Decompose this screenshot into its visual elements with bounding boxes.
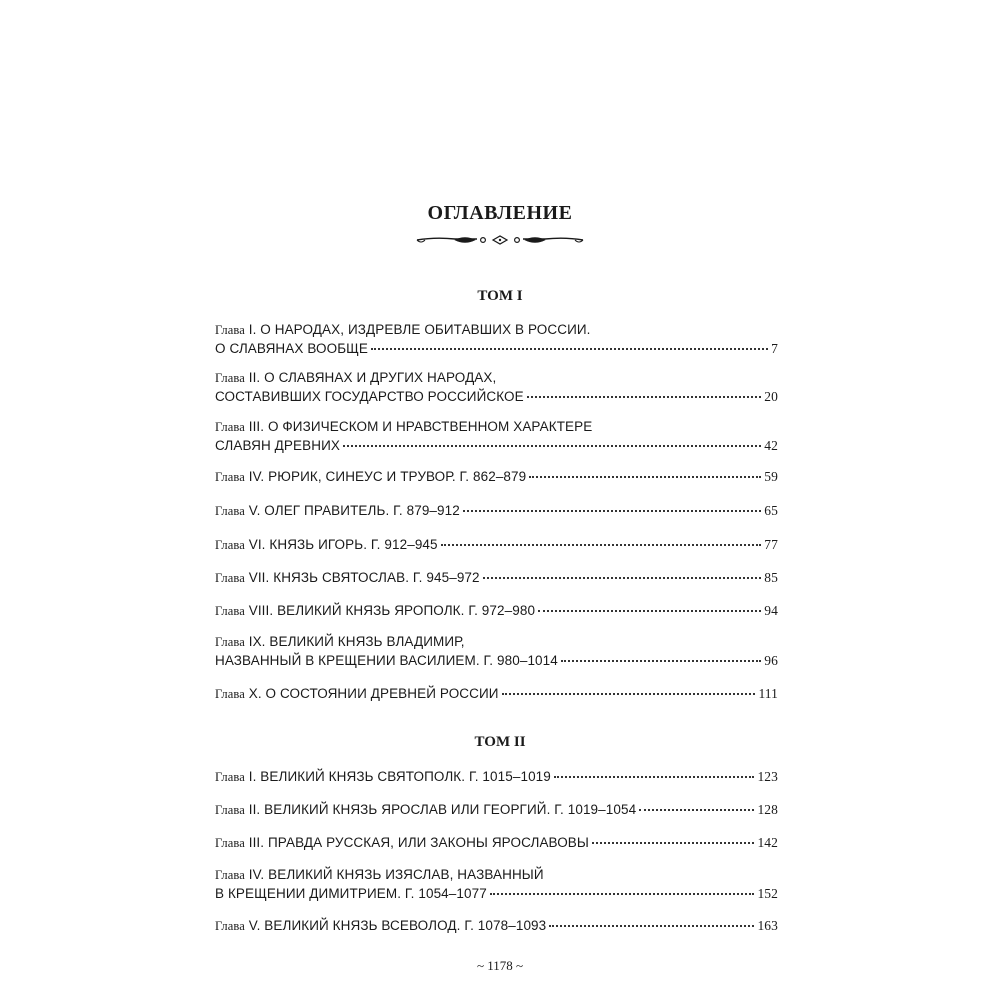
- chapter-title-line2: НАЗВАННЫЙ В КРЕЩЕНИИ ВАСИЛИЕМ. Г. 980–1014: [215, 653, 558, 668]
- chapter-prefix: Глава: [215, 868, 245, 882]
- toc-entry[interactable]: [215, 866, 778, 902]
- dot-leader: [483, 565, 762, 579]
- dot-leader: [441, 532, 762, 546]
- page-number: 59: [764, 469, 778, 484]
- page-number: 20: [764, 389, 778, 404]
- chapter-title-line2: СЛАВЯН ДРЕВНИХ: [215, 438, 340, 453]
- chapter-title: VII. КНЯЗЬ СВЯТОСЛАВ. Г. 945–972: [248, 570, 480, 585]
- chapter-title: III. ПРАВДА РУССКАЯ, ИЛИ ЗАКОНЫ ЯРОСЛАВОВЫ: [248, 835, 589, 850]
- volume-heading-2: ТОМ II: [474, 734, 526, 750]
- dot-leader: [529, 464, 761, 478]
- page-number: 152: [757, 886, 778, 901]
- page-number: 128: [757, 802, 778, 817]
- dot-leader: [549, 913, 754, 927]
- toc-entry[interactable]: [215, 535, 778, 554]
- toc-entry[interactable]: [215, 633, 778, 669]
- volume-heading-1: ТОМ I: [477, 288, 523, 304]
- chapter-title: II. ВЕЛИКИЙ КНЯЗЬ ЯРОСЛАВ ИЛИ ГЕОРГИЙ. Г. 1019–1054: [248, 802, 637, 817]
- dot-leader: [463, 498, 761, 512]
- page-number: 111: [758, 686, 778, 701]
- page-number: 163: [757, 918, 778, 933]
- chapter-prefix: Глава: [215, 687, 245, 701]
- chapter-title-line1: II. О СЛАВЯНАХ И ДРУГИХ НАРОДАХ,: [248, 370, 497, 385]
- dot-leader: [527, 384, 762, 398]
- chapter-prefix: Глава: [215, 635, 245, 649]
- chapter-title-line1: IX. ВЕЛИКИЙ КНЯЗЬ ВЛАДИМИР,: [248, 634, 465, 649]
- page-number: 42: [764, 438, 778, 453]
- dot-leader: [490, 881, 755, 895]
- toc-entry[interactable]: [215, 916, 778, 935]
- chapter-prefix: Глава: [215, 538, 245, 552]
- page-number: 142: [757, 835, 778, 850]
- toc-entry[interactable]: [215, 601, 778, 620]
- dot-leader: [554, 764, 755, 778]
- chapter-prefix: Глава: [215, 470, 245, 484]
- dot-leader: [538, 598, 761, 612]
- chapter-prefix: Глава: [215, 919, 245, 933]
- chapter-prefix: Глава: [215, 604, 245, 618]
- toc-entry[interactable]: [215, 800, 778, 819]
- toc-entry[interactable]: [215, 684, 778, 703]
- chapter-title: X. О СОСТОЯНИИ ДРЕВНЕЙ РОССИИ: [248, 686, 499, 701]
- chapter-title: V. ОЛЕГ ПРАВИТЕЛЬ. Г. 879–912: [248, 503, 460, 518]
- page-number: 123: [757, 769, 778, 784]
- toc-entry[interactable]: [215, 501, 778, 520]
- chapter-title-line1: III. О ФИЗИЧЕСКОМ И НРАВСТВЕННОМ ХАРАКТЕРЕ: [248, 419, 593, 434]
- dot-leader: [502, 681, 756, 695]
- chapter-title: IV. РЮРИК, СИНЕУС И ТРУВОР. Г. 862–879: [248, 469, 527, 484]
- chapter-title-line2: В КРЕЩЕНИИ ДИМИТРИЕМ. Г. 1054–1077: [215, 886, 487, 901]
- dot-leader: [639, 797, 754, 811]
- page-number: 77: [764, 537, 778, 552]
- toc-entry[interactable]: [215, 568, 778, 587]
- chapter-prefix: Глава: [215, 323, 245, 337]
- toc-entry[interactable]: [215, 767, 778, 786]
- chapter-title-line1: IV. ВЕЛИКИЙ КНЯЗЬ ИЗЯСЛАВ, НАЗВАННЫЙ: [248, 867, 544, 882]
- chapter-title-line2: О СЛАВЯНАХ ВООБЩЕ: [215, 341, 369, 356]
- chapter-prefix: Глава: [215, 420, 245, 434]
- chapter-title: V. ВЕЛИКИЙ КНЯЗЬ ВСЕВОЛОД. Г. 1078–1093: [248, 918, 547, 933]
- toc-entry[interactable]: [215, 418, 778, 454]
- chapter-title: VIII. ВЕЛИКИЙ КНЯЗЬ ЯРОПОЛК. Г. 972–980: [248, 603, 536, 618]
- chapter-prefix: Глава: [215, 803, 245, 817]
- chapter-title: VI. КНЯЗЬ ИГОРЬ. Г. 912–945: [248, 537, 438, 552]
- chapter-title-line1: I. О НАРОДАХ, ИЗДРЕВЛЕ ОБИТАВШИХ В РОССИИ.: [248, 322, 591, 337]
- dot-leader: [343, 433, 761, 447]
- page-number: 85: [764, 570, 778, 585]
- dot-leader: [371, 336, 768, 350]
- chapter-prefix: Глава: [215, 770, 245, 784]
- page-footer-number: ~ 1178 ~: [476, 958, 524, 973]
- chapter-title-line2: СОСТАВИВШИХ ГОСУДАРСТВО РОССИЙСКОЕ: [215, 389, 524, 404]
- toc-entry[interactable]: [215, 369, 778, 405]
- chapter-prefix: Глава: [215, 504, 245, 518]
- chapter-prefix: Глава: [215, 571, 245, 585]
- toc-entry[interactable]: [215, 321, 778, 357]
- chapter-prefix: Глава: [215, 836, 245, 850]
- page-title: ОГЛАВЛЕНИЕ: [427, 202, 573, 224]
- page-number: 96: [764, 653, 778, 668]
- page-number: 65: [764, 503, 778, 518]
- toc-entry[interactable]: [215, 833, 778, 852]
- page-number: 7: [771, 341, 778, 356]
- chapter-prefix: Глава: [215, 371, 245, 385]
- chapter-title: I. ВЕЛИКИЙ КНЯЗЬ СВЯТОПОЛК. Г. 1015–1019: [248, 769, 551, 784]
- dot-leader: [592, 830, 754, 844]
- dot-leader: [561, 648, 761, 662]
- flourish-divider-icon: [415, 232, 585, 248]
- page-number: 94: [764, 603, 778, 618]
- toc-entry[interactable]: [215, 467, 778, 486]
